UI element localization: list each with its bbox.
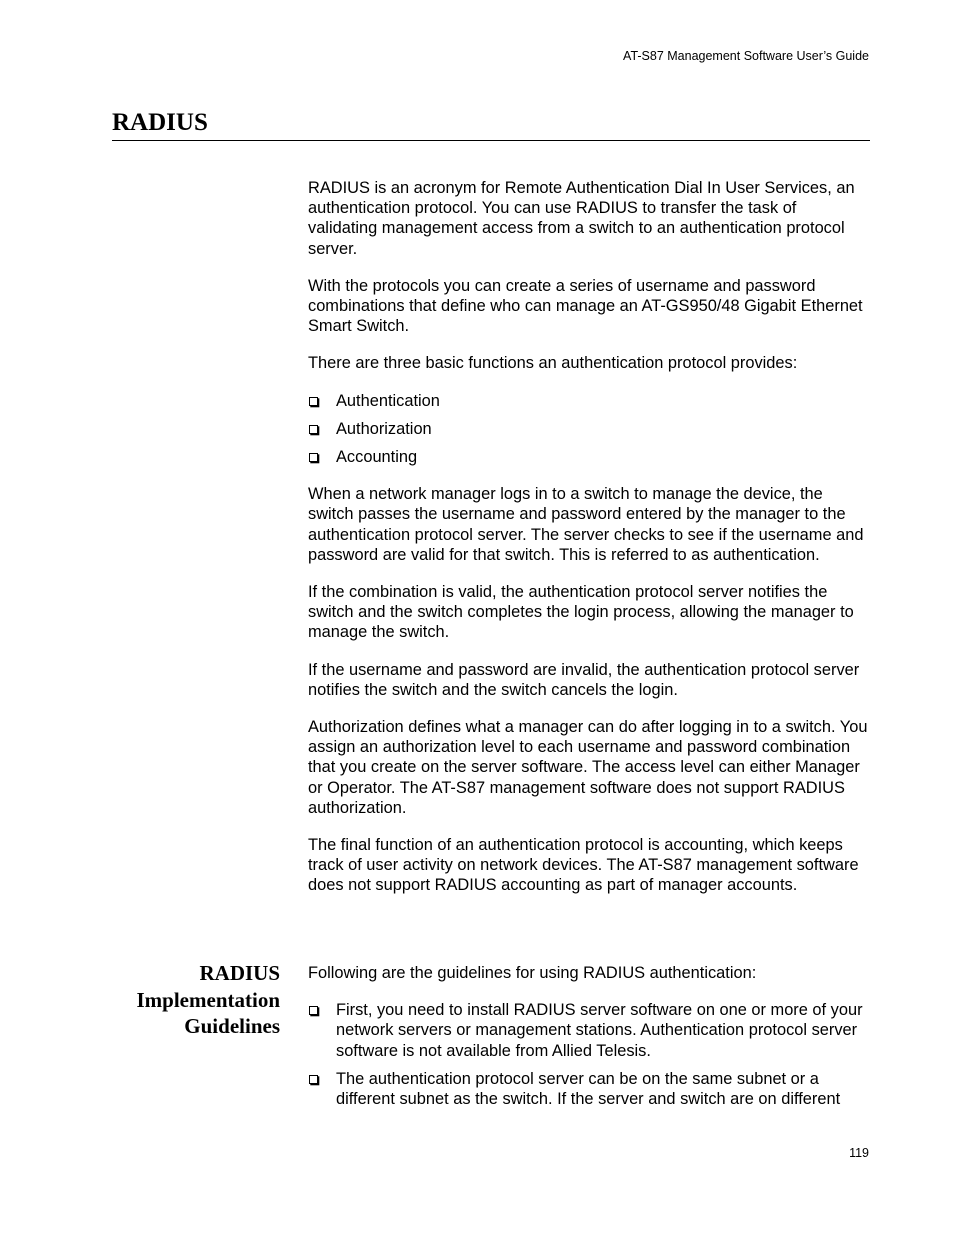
intro-body	[308, 178, 870, 913]
section-heading-line: RADIUS	[199, 961, 280, 985]
intro-paragraph: The final function of an authentication protocol is accounting, which keeps track of user activity on network devices. The AT-S87 management software does not support RADIUS accounting as part of manager accounts.	[308, 836, 859, 895]
list-item	[308, 1069, 870, 1109]
checkbox-bullet-icon	[309, 1006, 318, 1015]
list-item	[308, 419, 870, 439]
list-item	[308, 391, 870, 411]
checkbox-bullet-icon	[309, 1075, 318, 1084]
intro-paragraph: If the combination is valid, the authentication protocol server notifies the switch and the switch completes the login process, allowing the manager to manage the switch.	[308, 583, 854, 642]
list-item-text: Accounting	[336, 448, 418, 467]
title-rule	[112, 140, 870, 141]
list-item	[308, 1000, 870, 1061]
section-heading-line: Implementation	[136, 987, 280, 1012]
checkbox-bullet-icon	[309, 425, 318, 434]
running-header: AT-S87 Management Software User’s Guide	[623, 49, 869, 63]
chapter-title: RADIUS	[112, 109, 208, 136]
guidelines-body	[308, 963, 870, 1126]
intro-paragraph: Authorization defines what a manager can do after logging in to a switch. You assign an authorization level to each username and password combination that you create on the server software. The access level can either Manager or Operator. The AT-S87 management software does not support RADIUS authorization.	[308, 718, 868, 817]
intro-paragraph: There are three basic functions an authentication protocol provides:	[308, 354, 798, 373]
intro-paragraph: When a network manager logs in to a switch to manage the device, the switch passes the username and password entered by the manager to the authentication protocol server. The server checks to see if the username and password are valid for that switch. This is referred to as authentication.	[308, 485, 864, 564]
checkbox-bullet-icon	[309, 453, 318, 462]
intro-paragraph: With the protocols you can create a series of username and password combinations that define who can manage an AT-GS950/48 Gigabit Ethernet Smart Switch.	[308, 276, 863, 336]
functions-list	[308, 391, 870, 468]
page-number: 119	[849, 1146, 869, 1160]
list-item-text: The authentication protocol server can be on the same subnet or a different subnet as the switch. If the server and switch are on different	[336, 1069, 841, 1109]
guidelines-list	[308, 1000, 870, 1109]
section-heading-line: Guidelines	[184, 1014, 280, 1038]
guidelines-intro: Following are the guidelines for using RADIUS authentication:	[308, 964, 757, 982]
section-heading-radius-guidelines	[112, 960, 280, 1040]
list-item	[308, 447, 870, 467]
list-item-text: First, you need to install RADIUS server software on one or more of your network servers or management stations. Authentication protocol server software is not available from Allied Telesis.	[336, 1001, 863, 1060]
intro-paragraph: If the username and password are invalid, the authentication protocol server notifies the switch and the switch cancels the login.	[308, 660, 860, 699]
list-item-text: Authorization	[336, 419, 432, 438]
checkbox-bullet-icon	[309, 397, 318, 406]
list-item-text: Authentication	[336, 391, 440, 410]
intro-paragraph: RADIUS is an acronym for Remote Authentication Dial In User Services, an authentication protocol. You can use RADIUS to transfer the task of validating management access from a switch to an authentication protocol server.	[308, 179, 855, 258]
